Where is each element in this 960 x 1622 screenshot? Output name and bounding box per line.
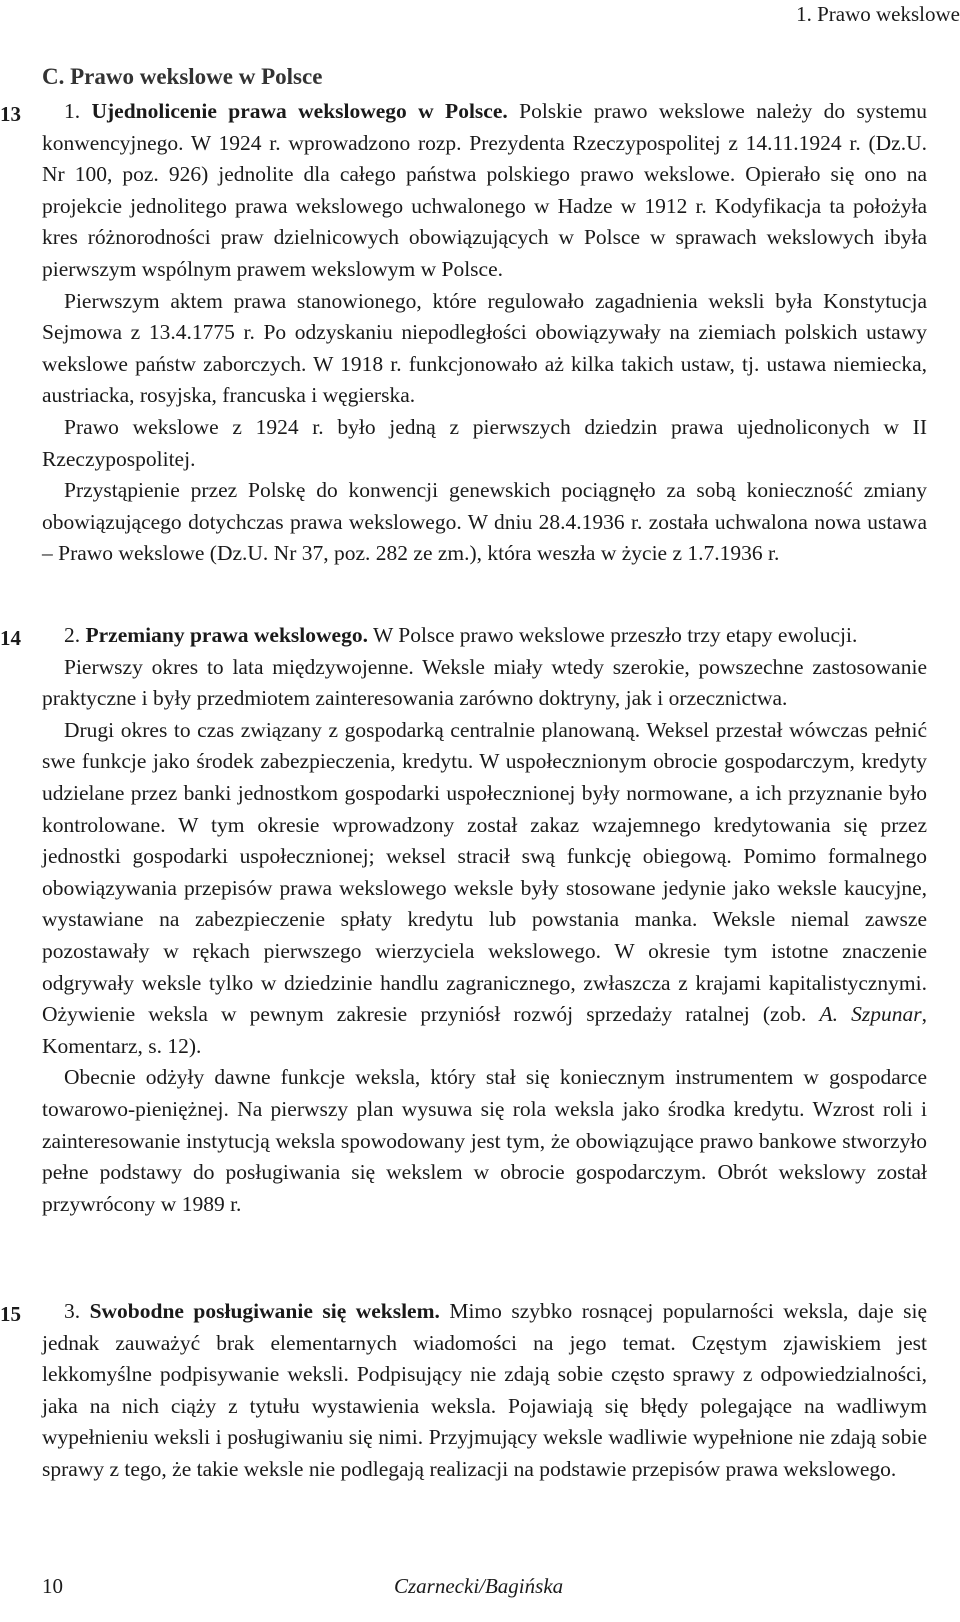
section-number: 3. — [64, 1299, 81, 1323]
running-head: 1. Prawo wekslowe — [796, 2, 960, 26]
section-title: Ujednolicenie prawa wekslowego w Polsce. — [91, 99, 508, 123]
paragraph — [42, 620, 927, 652]
paragraph-text: Mimo szybko rosnącej popularności weksla, daje się jednak zauważyć brak elementarnych wiadomości na jego temat. Częstym zjawiskiem jest lekkomyślne podpisywanie weksli. Podpisujący nie zdają sobie często sprawy z odpowiedzialności, jaka na nich ciąży z tytułu wystawienia weksla. Pojawiają się błędy polegające na wadliwym wypełnieniu weksli i posługiwaniu się nimi. Przyjmujący weksle wadliwie wypełnione nie zdają sobie sprawy z tego, że takie weksle nie podlegają realizacji na podstawie przepisów prawa wekslowego. — [42, 1299, 927, 1481]
section-3 — [42, 1296, 927, 1486]
section-2 — [42, 620, 927, 1220]
margin-number-14: 14 — [0, 626, 21, 650]
section-heading: C. Prawo wekslowe w Polsce — [42, 64, 323, 89]
section-title: Przemiany prawa wekslowego. — [85, 623, 368, 647]
paragraph: Pierwszym aktem prawa stanowionego, które regulowało zagadnienia weksli była Konstytucja Sejmowa z 13.4.1775 r. Po odzyskaniu niepodległości obowiązywały na ziemiach polskich ustawy wekslowe państw zaborczych. W 1918 r. funkcjonowało aż kilka takich ustaw, tj. ustawa niemiecka, austriacka, rosyjska, francuska i węgierska. — [42, 288, 927, 408]
paragraph: Przystąpienie przez Polskę do konwencji genewskich pociągnęło za sobą konieczność zmiany obowiązującego dotychczas prawa wekslowego. W dniu 28.4.1936 r. została uchwalona nowa ustawa – Prawo wekslowe (Dz.U. Nr 37, poz. 282 ze zm.), która weszła w życie z 1.7.1936 r. — [42, 478, 927, 566]
paragraph — [42, 1296, 927, 1486]
section-number: 1. — [64, 99, 81, 123]
paragraph-text: Drugi okres to czas związany z gospodarką centralnie planowaną. Weksel przestał wówczas pełnić swe funkcje jako środek zabezpieczenia, kredytu. W uspołecznionym obrocie gospodarczym, kredyty udzielane przez banki jednostkom gospodarki uspołecznionej były normowane, a ich przyznanie było kontrolowane. W tym okresie wprowadzony został zakaz wzajemnego kredytowania się przez jednostki gospodarki uspołecznionej; weksel stracił swą funkcję obiegową. Pomimo formalnego obowiązywania przepisów prawa wekslowego weksle były stosowane jedynie jako weksle kaucyjne, wystawiane na zabezpieczenie spłaty kredytu lub powstania manka. Weksle niemal zawsze pozostawały w rękach pierwszego wierzyciela wekslowego. W okresie tym istotne znaczenie odgrywały weksle tylko w dziedzinie handlu zagranicznego, zwłaszcza z krajami kapitalistycznymi. Ożywienie weksla w pewnym zakresie przyniósł rozwój sprzedaży ratalnej (zob. — [42, 717, 927, 1027]
section-number: 2. — [64, 623, 81, 647]
margin-number-15: 15 — [0, 1302, 21, 1326]
page-number: 10 — [42, 1574, 63, 1598]
paragraph: Prawo wekslowe z 1924 r. było jedną z pierwszych dziedzin prawa ujednoliconych w II Rzeczypospolitej. — [42, 414, 927, 471]
citation-author: A. Szpunar — [819, 1002, 922, 1027]
footer-authors: Czarnecki/Bagińska — [394, 1574, 564, 1598]
section-title: Swobodne posługiwanie się wekslem. — [89, 1299, 440, 1323]
paragraph-text: Polskie prawo wekslowe należy do systemu konwencyjnego. W 1924 r. wprowadzono rozp. Prezydenta Rzeczypospolitej z 14.11.1924 r. (Dz.U. Nr 100, poz. 926) jednolite dla całego państwa polskiego prawo wekslowe. Opierało się ono na projekcie jednolitego prawa wekslowego uchwalonego w Hadze w 1912 r. Kodyfikacja ta położyła kres różnorodności praw dzielnicowych obowiązujących w Polsce w sprawach wekslowych ibyła pierwszym wspólnym prawem wekslowym w Polsce. — [42, 99, 927, 281]
paragraph: Obecnie odżyły dawne funkcje weksla, który stał się koniecznym instrumentem w gospodarce towarowo-pieniężnej. Na pierwszy plan wysuwa się rola weksla jako środka kredytu. Wzrost roli i zainteresowanie instytucją weksla spowodowany jest tym, że obowiązujące prawo bankowe stworzyło pełne podstawy do posługiwania się wekslem w obrocie gospodarczym. Obrót wekslowy został przywrócony w 1989 r. — [42, 1065, 927, 1216]
citation-rest: , Komentarz, s. 12). — [42, 1002, 927, 1058]
paragraph: Pierwszy okres to lata międzywojenne. Weksle miały wtedy szerokie, powszechne zastosowanie praktyczne i były przedmiotem zainteresowania zarówno doktryny, jak i orzecznictwa. — [42, 654, 927, 711]
section-1 — [42, 96, 927, 570]
paragraph — [42, 715, 927, 1063]
paragraph-text: W Polsce prawo wekslowe przeszło trzy etapy ewolucji. — [372, 623, 858, 647]
margin-number-13: 13 — [0, 102, 21, 126]
paragraph — [42, 96, 927, 286]
